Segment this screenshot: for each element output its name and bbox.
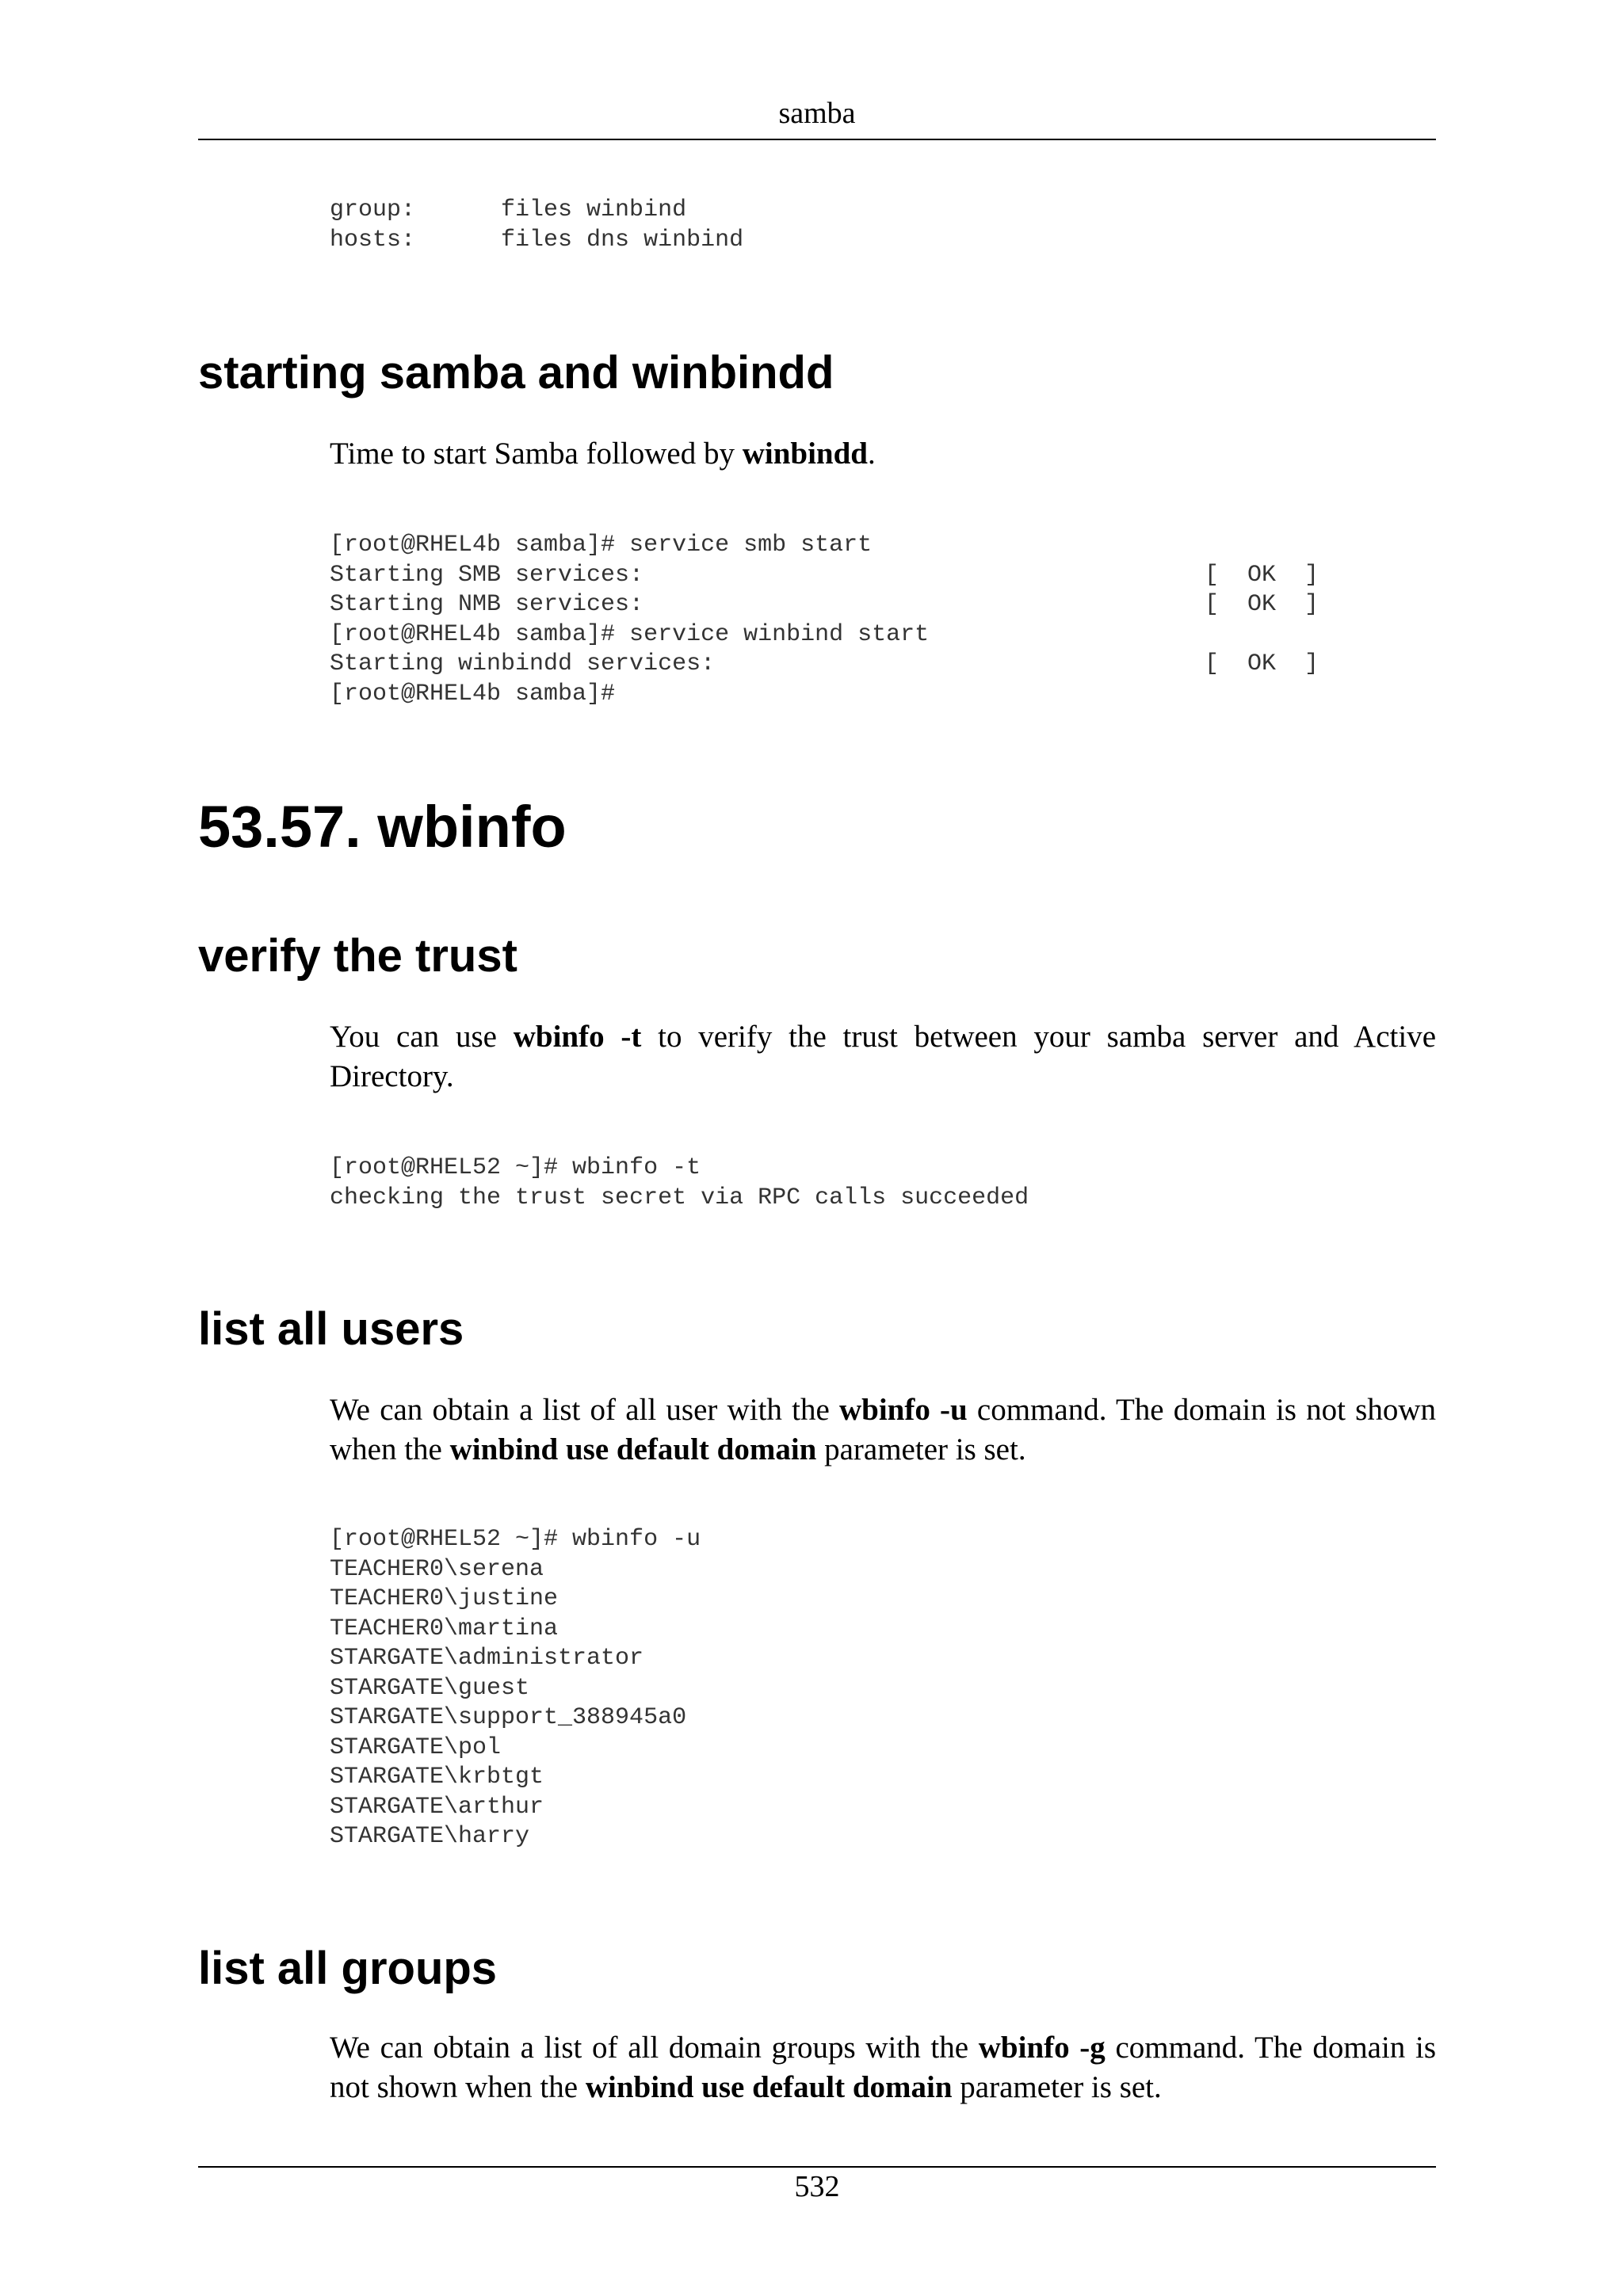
console-line: [root@RHEL52 ~]# wbinfo -u [330,1526,701,1553]
section-heading-list-users: list all users [198,1303,464,1355]
console-line: [root@RHEL4b samba]# [330,680,616,707]
console-line: STARGATE\administrator [330,1645,644,1672]
section-groups-paragraph: We can obtain a list of all domain groups with the wbinfo -g command. The domain is not shown when the winbind use default domain parameter is set. [330,2031,1437,2104]
section-users-paragraph: We can obtain a list of all user with the wbinfo -u command. The domain is not shown when the winbind use default domain parameter is set. [330,1393,1437,1466]
chapter-title: 53.57. wbinfo [198,794,567,860]
console-line: [root@RHEL52 ~]# wbinfo -t [330,1154,701,1181]
console-line: Starting SMB services: [ OK ] [330,561,929,591]
bold-term: wbinfo -u [838,1393,968,1427]
status-ok: [ OK ] [1205,561,1319,589]
console-line: Starting NMB services: [ OK ] [330,590,929,620]
footer-rule [198,2166,1436,2168]
wbinfo-u-console [330,1525,701,1852]
bold-term: winbind use default domain [449,1432,817,1466]
bold-term: wbinfo -t [513,1020,642,1054]
console-line: Starting winbindd services: [ OK ] [330,650,929,680]
code-line: group: files winbind [330,196,687,223]
running-header: samba [778,97,856,130]
console-line: TEACHER0\justine [330,1585,559,1612]
console-line: TEACHER0\martina [330,1615,559,1642]
console-line: STARGATE\guest [330,1674,530,1702]
section-heading-list-groups: list all groups [198,1943,498,1994]
service-start-console [330,531,1319,709]
console-line: STARGATE\krbtgt [330,1764,544,1791]
bold-term: winbind use default domain [585,2070,953,2104]
status-ok: [ OK ] [1205,591,1319,618]
bold-term: wbinfo -g [978,2031,1106,2065]
status-ok: [ OK ] [1205,650,1319,677]
section-start-paragraph: Time to start Samba followed by winbindd. [330,437,876,471]
bold-term: winbindd [742,437,868,471]
code-line: hosts: files dns winbind [330,226,744,254]
section-heading-starting-samba: starting samba and winbindd [198,347,834,399]
console-line: [root@RHEL4b samba]# service smb start [330,532,873,559]
console-line: TEACHER0\serena [330,1555,544,1583]
console-line: [root@RHEL4b samba]# service winbind start [330,620,930,648]
section-trust-paragraph: You can use wbinfo -t to verify the trust between your samba server and Active Directory. [330,1020,1437,1093]
nsswitch-code-block [330,196,743,255]
console-line: STARGATE\pol [330,1733,502,1761]
console-line: checking the trust secret via RPC calls succeeded [330,1184,1029,1211]
page-number: 532 [794,2170,840,2203]
section-heading-verify-trust: verify the trust [198,930,517,982]
header-rule [198,139,1436,140]
console-line: STARGATE\arthur [330,1793,544,1821]
console-line: STARGATE\support_388945a0 [330,1704,687,1731]
wbinfo-t-console [330,1154,1029,1213]
console-line: STARGATE\harry [330,1823,530,1850]
